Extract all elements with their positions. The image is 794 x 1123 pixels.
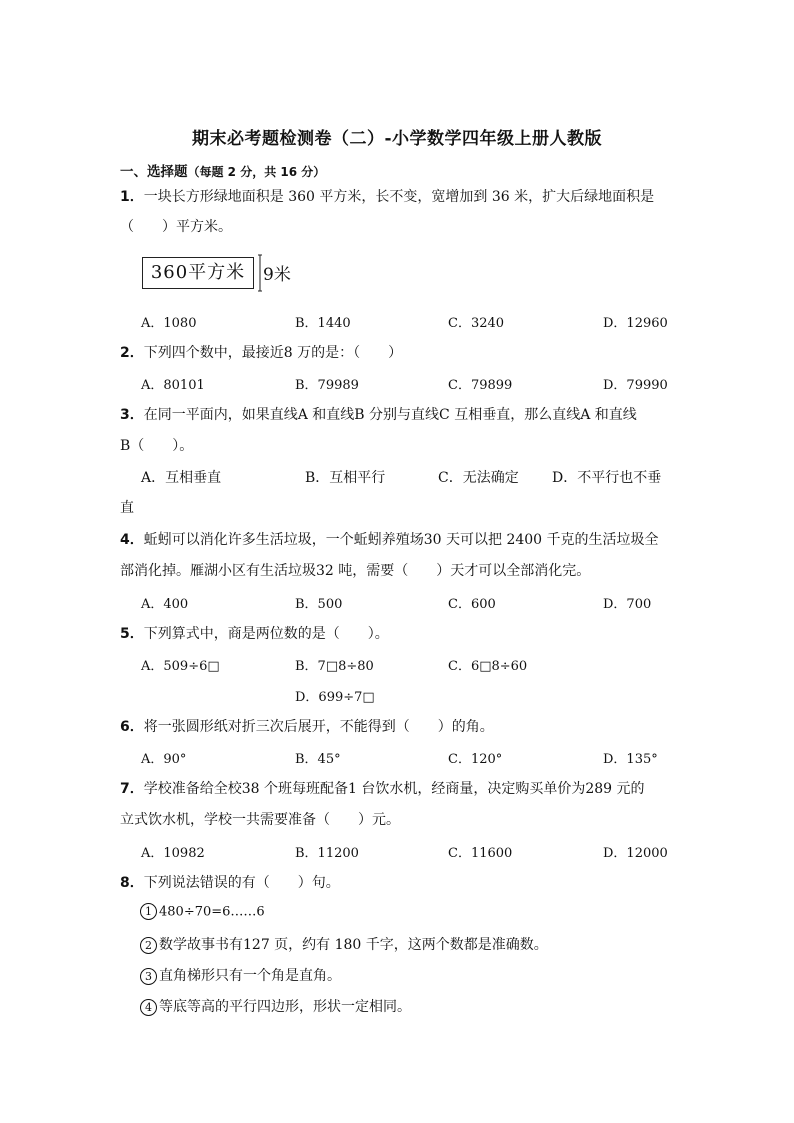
- section-heading-text: 一、选择题: [120, 164, 188, 180]
- q4-option-d: D．700: [603, 597, 652, 612]
- question-8-number: 8．: [120, 875, 144, 891]
- q6-option-b: B．45°: [295, 752, 341, 767]
- question-5-number: 5．: [120, 626, 144, 642]
- q2-option-a: A．80101: [141, 378, 205, 393]
- q6-option-a: A．90°: [141, 752, 187, 767]
- q7-option-c: C．11600: [448, 846, 513, 861]
- question-6-line-1: [120, 716, 494, 736]
- question-1-line-2: [120, 216, 232, 236]
- page-title: 期末必考题检测卷（二）-小学数学四年级上册人教版: [191, 129, 603, 149]
- q5-option-d: D．699÷7□: [295, 690, 375, 705]
- q8-statement-2: [140, 934, 548, 954]
- question-3-text-1: 在同一平面内，如果直线A 和直线B 分别与直线C 互相垂直，那么直线A 和直线: [143, 407, 637, 423]
- q4-option-a: A．400: [141, 597, 189, 612]
- q2-option-d: D．79990: [603, 378, 668, 393]
- q3-option-c: C．无法确定: [438, 470, 519, 486]
- question-4-line-1: [120, 529, 659, 549]
- question-2-number: 2．: [120, 345, 144, 361]
- circled-number-4: 4: [140, 999, 157, 1016]
- section-note: （每题 2 分，共 16 分）: [187, 165, 326, 179]
- q4-option-b: B．500: [295, 597, 343, 612]
- q8-statement-1: [140, 903, 265, 920]
- question-3-line-1: [120, 404, 637, 424]
- q1-option-c: C．3240: [448, 316, 505, 331]
- q3-option-d: D．不平行也不垂: [552, 470, 662, 486]
- circled-number-3: 3: [140, 968, 157, 985]
- question-7-line-1: [120, 778, 645, 798]
- q6-option-d: D．135°: [603, 752, 658, 767]
- question-1-text-2: （ ）平方米。: [120, 219, 232, 235]
- q8-statement-2-text: 数学故事书有127 页，约有 180 千字，这两个数都是准确数。: [159, 937, 548, 953]
- question-5-line-1: [120, 623, 389, 643]
- rectangle-area-label: 360平方米: [142, 257, 254, 289]
- q5-option-c: C．6□8÷60: [448, 659, 528, 674]
- question-2-line-1: [120, 342, 402, 362]
- q8-statement-4-text: 等底等高的平行四边形，形状一定相同。: [159, 999, 411, 1015]
- q7-option-b: B．11200: [295, 846, 359, 861]
- question-8-line-1: [120, 872, 340, 892]
- question-4-line-2: [120, 560, 590, 580]
- question-1-line-1: [120, 186, 654, 206]
- q1-option-b: B．1440: [295, 316, 351, 331]
- rectangle-figure: [142, 254, 302, 294]
- q7-option-a: A．10982: [141, 846, 205, 861]
- question-5-text-1: 下列算式中，商是两位数的是（ ）。: [143, 626, 389, 642]
- dimension-marker: [258, 254, 262, 292]
- rectangle-side-label: 9米: [263, 265, 291, 285]
- q5-option-b: B．7□8÷80: [295, 659, 374, 674]
- q3-option-a: A．互相垂直: [141, 470, 222, 486]
- q2-option-b: B．79989: [295, 378, 359, 393]
- q8-statement-3: [140, 965, 341, 985]
- question-6-number: 6．: [120, 719, 144, 735]
- q2-option-c: C．79899: [448, 378, 513, 393]
- q5-option-a: A．509÷6□: [141, 659, 220, 674]
- question-3-text-2: B（ ）。: [120, 438, 194, 454]
- q7-option-d: D．12000: [603, 846, 668, 861]
- q8-statement-1-text: 480÷70=6……6: [159, 904, 265, 920]
- question-7-text-1: 学校准备给全校38 个班每班配备1 台饮水机，经商量，决定购买单价为289 元的: [143, 781, 645, 797]
- question-8-text-1: 下列说法错误的有（ ）句。: [143, 875, 340, 891]
- q6-option-c: C．120°: [448, 752, 503, 767]
- question-4-number: 4．: [120, 532, 144, 548]
- section-heading: [120, 160, 325, 180]
- question-3-line-2: [120, 435, 193, 455]
- question-4-text-1: 蚯蚓可以消化许多生活垃圾，一个蚯蚓养殖场30 天可以把 2400 千克的生活垃圾全: [143, 532, 659, 548]
- circled-number-2: 2: [140, 937, 157, 954]
- q3-option-d-wrap: 直: [120, 500, 134, 516]
- question-7-text-2: 立式饮水机，学校一共需要准备（ ）元。: [120, 812, 400, 828]
- question-7-line-2: [120, 809, 400, 829]
- question-1-number: 1．: [120, 189, 144, 205]
- q8-statement-4: [140, 996, 411, 1016]
- question-7-number: 7．: [120, 781, 144, 797]
- question-4-text-2: 部消化掉。雁湖小区有生活垃圾32 吨，需要（ ）天才可以全部消化完。: [120, 563, 591, 579]
- q1-option-a: A．1080: [141, 316, 197, 331]
- question-3-number: 3．: [120, 407, 144, 423]
- circled-number-1: 1: [140, 903, 157, 920]
- question-2-text-1: 下列四个数中，最接近8 万的是：（ ）: [143, 345, 403, 361]
- q4-option-c: C．600: [448, 597, 496, 612]
- q3-option-b: B．互相平行: [305, 470, 386, 486]
- q1-option-d: D．12960: [603, 316, 668, 331]
- question-1-text-1: 一块长方形绿地面积是 360 平方米，长不变，宽增加到 36 米，扩大后绿地面积是: [143, 189, 655, 205]
- q8-statement-3-text: 直角梯形只有一个角是直角。: [159, 968, 341, 984]
- question-6-text-1: 将一张圆形纸对折三次后展开，不能得到（ ）的角。: [143, 719, 494, 735]
